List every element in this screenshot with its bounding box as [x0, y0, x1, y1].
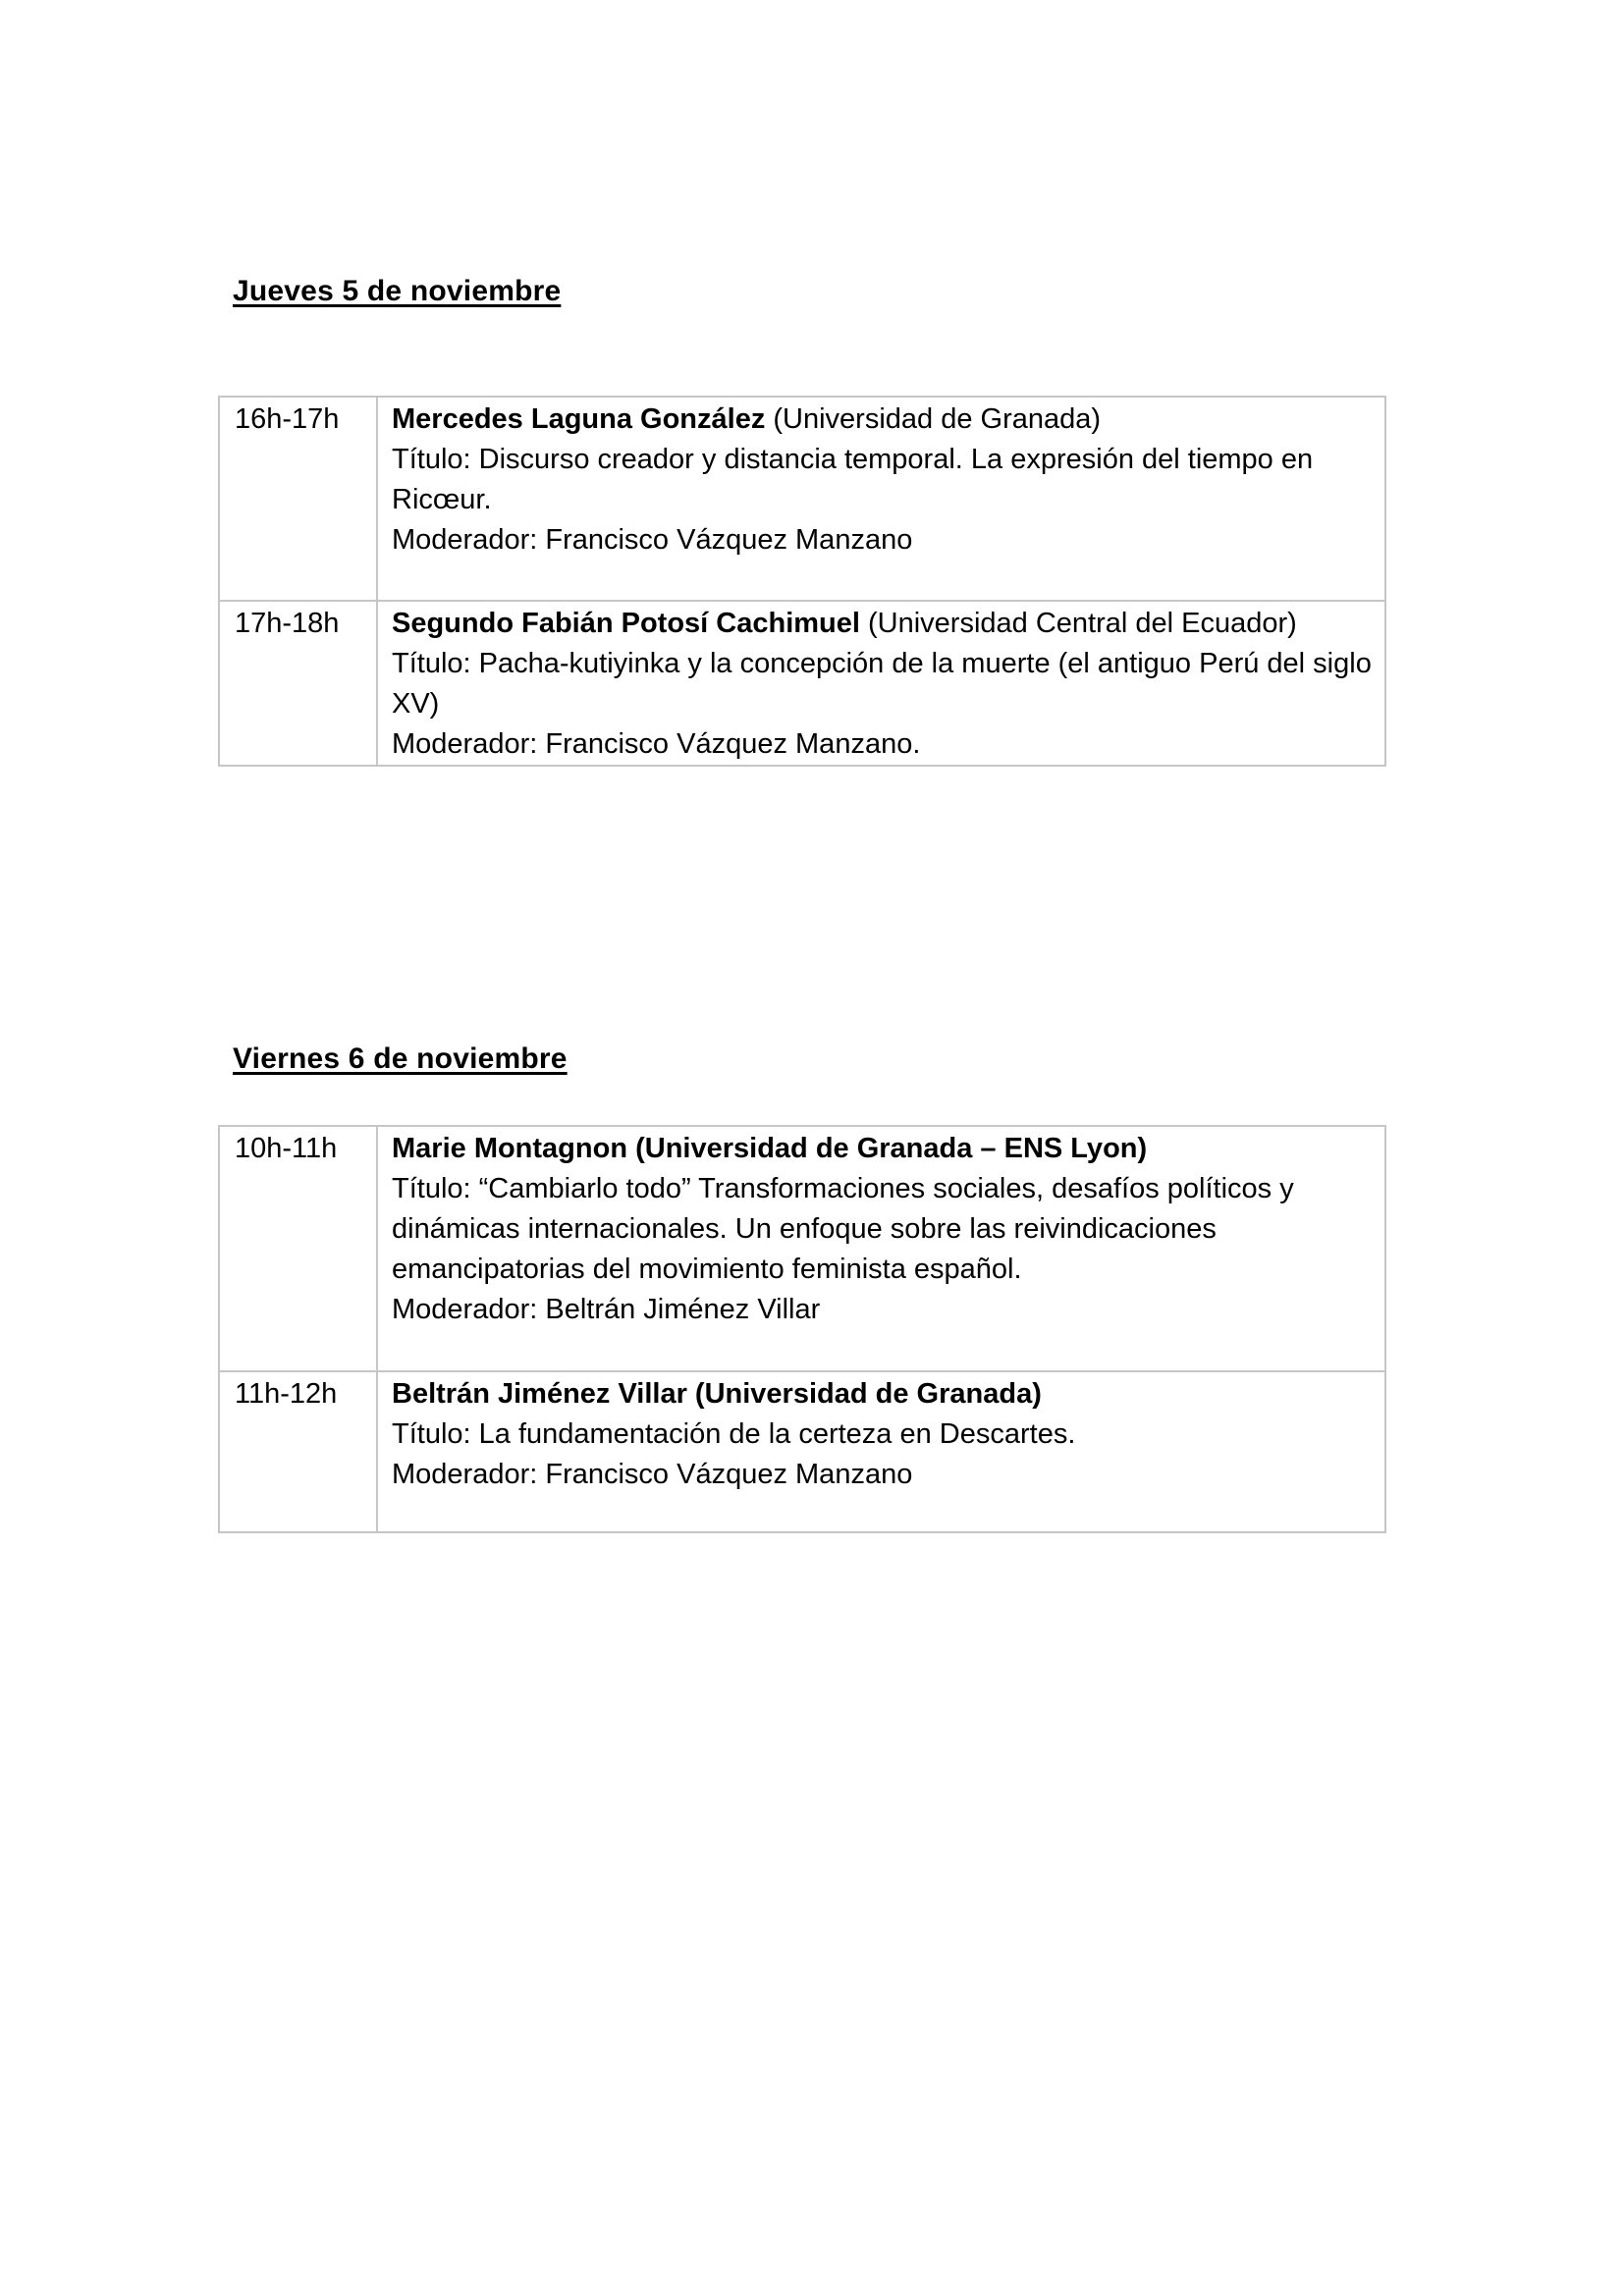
session-title: Título: Discurso creador y distancia temporal. La expresión del tiempo en Ricœur.: [392, 444, 1314, 515]
session-affiliation: (Universidad de Granada): [765, 403, 1102, 435]
session-moderator: Moderador: Francisco Vázquez Manzano: [392, 524, 913, 556]
session-speaker: Segundo Fabián Potosí Cachimuel: [392, 608, 860, 639]
session-speaker: Beltrán Jiménez Villar (Universidad de Granada): [392, 1378, 1042, 1410]
session-affiliation: (Universidad Central del Ecuador): [859, 608, 1297, 639]
session-title: Título: La fundamentación de la certeza en Descartes.: [392, 1418, 1076, 1450]
session-detail: [377, 1126, 1385, 1371]
session-speaker-line: [392, 1374, 1373, 1415]
table-row: [219, 397, 1385, 601]
schedule-table-thursday: [218, 396, 1386, 767]
table-row: [219, 1126, 1385, 1371]
day-heading-thursday: Jueves 5 de noviembre: [233, 275, 562, 307]
session-time: 17h-18h: [219, 601, 377, 766]
session-speaker: Mercedes Laguna González: [392, 403, 766, 435]
session-title: Título: Pacha-kutiyinka y la concepción de la muerte (el antiguo Perú del siglo XV): [392, 648, 1372, 720]
table-row: [219, 601, 1385, 766]
session-speaker-line: [392, 604, 1373, 644]
session-time: 16h-17h: [219, 397, 377, 601]
session-moderator: Moderador: Francisco Vázquez Manzano.: [392, 728, 921, 760]
session-moderator: Moderador: Francisco Vázquez Manzano: [392, 1459, 913, 1490]
session-detail: [377, 397, 1385, 601]
session-time: 11h-12h: [219, 1371, 377, 1532]
session-title: Título: “Cambiarlo todo” Transformaciones sociales, desafíos políticos y dinámicas internacionales. Un enfoque sobre las reivindicaciones emancipatorias del movimiento feminista español.: [392, 1173, 1294, 1285]
session-moderator: Moderador: Beltrán Jiménez Villar: [392, 1294, 821, 1325]
session-time: 10h-11h: [219, 1126, 377, 1371]
session-speaker-line: [392, 400, 1373, 440]
session-detail: [377, 601, 1385, 766]
session-speaker: Marie Montagnon (Universidad de Granada – ENS Lyon): [392, 1133, 1148, 1164]
schedule-table-friday: [218, 1125, 1386, 1533]
session-detail: [377, 1371, 1385, 1532]
session-speaker-line: [392, 1129, 1373, 1169]
table-row: [219, 1371, 1385, 1532]
day-heading-friday: Viernes 6 de noviembre: [233, 1042, 568, 1075]
